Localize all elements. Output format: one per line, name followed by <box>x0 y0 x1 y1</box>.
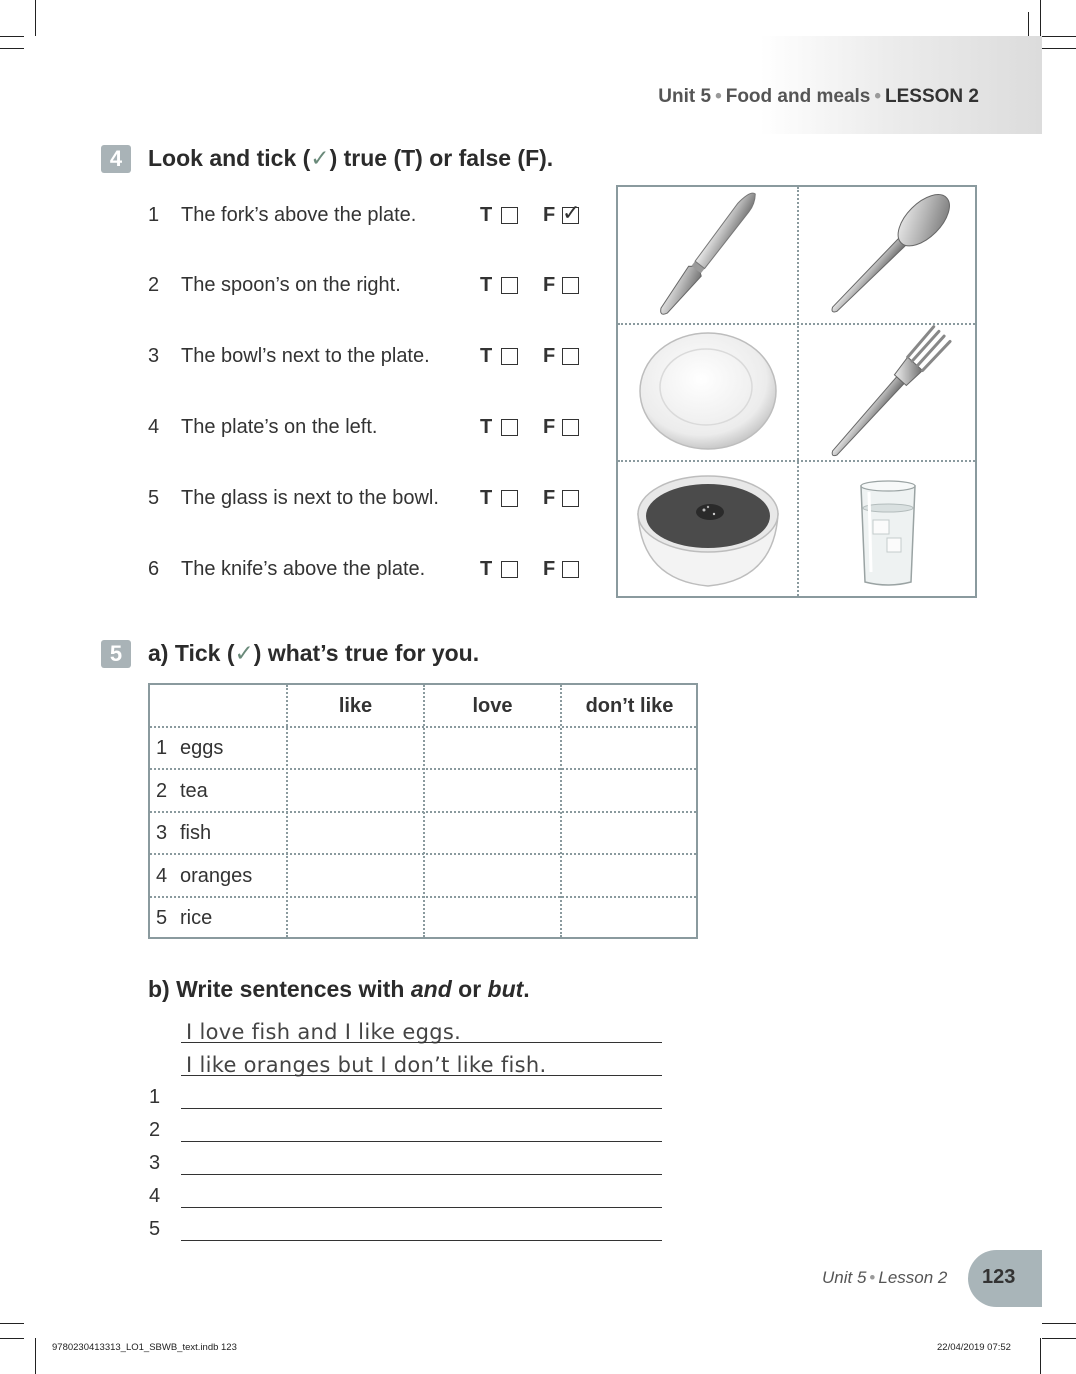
true-checkbox[interactable] <box>501 348 518 365</box>
question-text: The glass is next to the bowl. <box>181 487 439 509</box>
knife-icon <box>618 187 797 324</box>
print-timestamp: 22/04/2019 07:52 <box>937 1342 1011 1353</box>
answer-line[interactable] <box>181 1207 662 1208</box>
tick-symbol: ✓ <box>310 145 330 171</box>
page-number: 123 <box>982 1266 1016 1288</box>
true-checkbox[interactable] <box>501 419 518 436</box>
true-checkbox[interactable] <box>501 277 518 294</box>
fork-icon <box>799 325 978 462</box>
tick-cell[interactable] <box>426 772 556 808</box>
tick-cell[interactable] <box>289 857 419 893</box>
column-header-like: like <box>338 695 373 717</box>
title-text: Look and tick ( <box>148 145 311 171</box>
crop-mark <box>1042 1338 1076 1339</box>
page-footer <box>822 1268 947 1288</box>
question-row <box>148 345 608 373</box>
food-name: oranges <box>180 865 253 887</box>
answer-line[interactable] <box>181 1240 662 1241</box>
table-divider <box>150 726 696 728</box>
header-separator: • <box>874 86 882 107</box>
header-lesson: LESSON 2 <box>885 86 979 107</box>
exercise-5a-title <box>148 640 479 667</box>
tick-cell[interactable] <box>563 814 693 850</box>
crop-mark <box>0 1323 24 1324</box>
crop-mark <box>35 0 36 36</box>
picture-cell <box>799 462 978 599</box>
tick-cell[interactable] <box>289 899 419 935</box>
crop-mark <box>35 1338 36 1374</box>
tick-cell[interactable] <box>563 899 693 935</box>
question-row <box>148 274 608 302</box>
crop-mark <box>1040 1338 1041 1374</box>
title-text: a) Tick ( <box>148 640 235 666</box>
table-row-label <box>156 812 211 854</box>
false-label: F <box>543 204 556 226</box>
picture-cell <box>618 462 797 599</box>
line-number: 5 <box>149 1218 161 1240</box>
question-number: 4 <box>148 416 160 438</box>
exercise-4-title <box>148 145 553 172</box>
true-label: T <box>480 558 493 580</box>
question-number: 3 <box>148 345 160 367</box>
crop-mark <box>0 48 24 49</box>
crop-mark <box>1028 12 1029 36</box>
tick-cell[interactable] <box>426 814 556 850</box>
line-number: 4 <box>149 1185 161 1207</box>
row-number: 2 <box>156 780 168 802</box>
table-row-label <box>156 855 252 897</box>
answer-line[interactable] <box>181 1141 662 1142</box>
tick-cell[interactable] <box>563 772 693 808</box>
false-checkbox[interactable] <box>562 277 579 294</box>
false-label: F <box>543 274 556 296</box>
tick-cell[interactable] <box>426 899 556 935</box>
title-text: ) what’s true for you. <box>253 640 480 666</box>
true-label: T <box>480 274 493 296</box>
true-checkbox[interactable] <box>501 561 518 578</box>
table-row-label <box>156 770 208 812</box>
example-sentence: I love fish and I like eggs. <box>186 1020 462 1044</box>
title-text: . <box>523 976 530 1002</box>
writing-line <box>181 1075 662 1076</box>
crop-mark <box>0 1338 24 1339</box>
plate-icon <box>618 325 797 462</box>
table-divider <box>150 768 696 770</box>
check-mark-icon: ✓ <box>562 200 581 225</box>
false-label: F <box>543 558 556 580</box>
glass-icon <box>799 462 978 599</box>
footer-separator: • <box>869 1268 876 1287</box>
footer-lesson: Lesson 2 <box>878 1268 948 1287</box>
title-emphasis: but <box>487 976 524 1002</box>
soup-bowl-icon <box>618 462 797 599</box>
picture-cell <box>618 325 797 462</box>
question-text: The bowl’s next to the plate. <box>181 345 430 367</box>
question-number: 2 <box>148 274 160 296</box>
picture-cell <box>618 187 797 324</box>
crop-mark <box>1042 1323 1076 1324</box>
false-checkbox[interactable] <box>562 348 579 365</box>
crop-mark <box>1040 0 1041 36</box>
title-text: ) true (T) or false (F). <box>329 145 554 171</box>
header-topic: Food and meals <box>725 86 871 107</box>
false-checkbox[interactable] <box>562 561 579 578</box>
title-text: b) Write sentences with <box>148 976 411 1002</box>
spoon-icon <box>799 187 978 324</box>
picture-cell <box>799 325 978 462</box>
picture-cell <box>799 187 978 324</box>
food-name: eggs <box>180 737 224 759</box>
false-checkbox[interactable] <box>562 200 581 225</box>
tick-cell[interactable] <box>426 857 556 893</box>
tick-cell[interactable] <box>289 814 419 850</box>
row-number: 3 <box>156 822 168 844</box>
tick-cell[interactable] <box>563 857 693 893</box>
food-name: fish <box>180 822 212 844</box>
header-separator: • <box>715 86 722 107</box>
false-checkbox[interactable] <box>562 419 579 436</box>
question-row <box>148 487 608 515</box>
crop-mark <box>1042 36 1076 37</box>
table-row-label <box>156 897 212 939</box>
question-row <box>148 416 608 444</box>
row-number: 1 <box>156 737 168 759</box>
question-text: The fork’s above the plate. <box>181 204 417 226</box>
question-number: 1 <box>148 204 160 226</box>
footer-unit: Unit 5 <box>822 1268 867 1287</box>
row-number: 4 <box>156 865 168 887</box>
picture-grid <box>616 185 977 598</box>
question-row <box>148 200 608 232</box>
title-text: or <box>451 976 488 1002</box>
true-checkbox[interactable] <box>501 207 518 224</box>
true-checkbox[interactable] <box>501 490 518 507</box>
question-text: The plate’s on the left. <box>181 416 378 438</box>
exercise-5-badge: 5 <box>101 640 131 668</box>
question-number: 6 <box>148 558 160 580</box>
food-name: tea <box>180 780 208 802</box>
tick-cell[interactable] <box>289 729 419 765</box>
answer-line[interactable] <box>181 1108 662 1109</box>
tick-cell[interactable] <box>289 772 419 808</box>
line-number: 1 <box>149 1086 161 1108</box>
false-checkbox[interactable] <box>562 490 579 507</box>
true-label: T <box>480 416 493 438</box>
crop-mark <box>1042 48 1076 49</box>
line-number: 3 <box>149 1152 161 1174</box>
print-slug: 9780230413313_LO1_SBWB_text.indb 123 <box>52 1342 237 1353</box>
header-band <box>760 36 1042 134</box>
exercise-4-badge: 4 <box>101 145 131 173</box>
tick-cell[interactable] <box>563 729 693 765</box>
answer-line[interactable] <box>181 1174 662 1175</box>
question-number: 5 <box>148 487 160 509</box>
question-text: The knife’s above the plate. <box>181 558 426 580</box>
running-header <box>658 86 979 108</box>
exercise-5b-title <box>148 976 530 1003</box>
food-name: rice <box>180 907 213 929</box>
false-label: F <box>543 487 556 509</box>
question-text: The spoon’s on the right. <box>181 274 401 296</box>
header-unit: Unit 5 <box>658 86 712 107</box>
table-row-label <box>156 727 223 769</box>
writing-line <box>181 1042 662 1043</box>
true-label: T <box>480 345 493 367</box>
true-label: T <box>480 487 493 509</box>
row-number: 5 <box>156 907 168 929</box>
tick-symbol: ✓ <box>234 640 254 666</box>
false-label: F <box>543 416 556 438</box>
crop-mark <box>0 36 24 37</box>
line-number: 2 <box>149 1119 161 1141</box>
table-divider <box>150 811 696 813</box>
question-row <box>148 558 608 586</box>
tick-cell[interactable] <box>426 729 556 765</box>
true-label: T <box>480 204 493 226</box>
column-header-love: love <box>472 695 513 717</box>
preferences-table <box>148 683 698 939</box>
example-sentence: I like oranges but I don’t like fish. <box>186 1053 547 1077</box>
false-label: F <box>543 345 556 367</box>
column-header-dont-like: don’t like <box>585 695 674 717</box>
title-emphasis: and <box>410 976 452 1002</box>
